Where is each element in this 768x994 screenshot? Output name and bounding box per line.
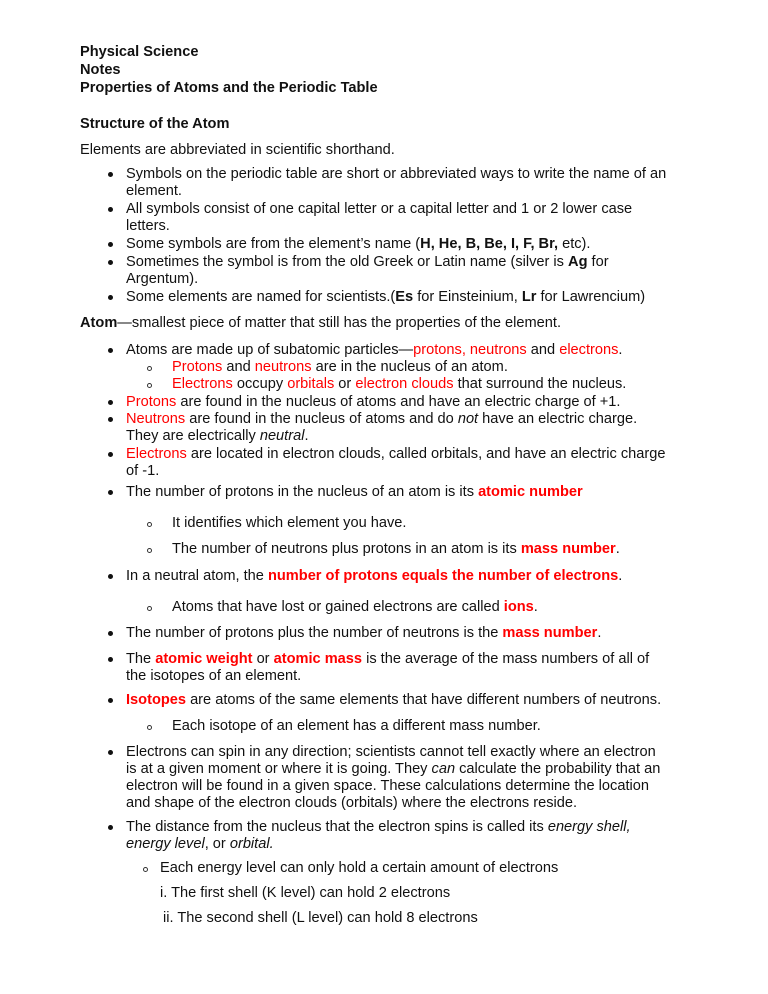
text: Sometimes the symbol is from the old Greek or Latin name (silver is (126, 254, 569, 270)
list-item (126, 411, 637, 428)
bullet-icon (108, 657, 113, 662)
sub-list-item (172, 599, 538, 616)
sub-list-item: Each energy level can only hold a certain amount of electrons (160, 860, 559, 876)
sub-bullet-icon (143, 867, 148, 872)
text: have an electric charge. (478, 411, 638, 427)
symbol-ag: Ag (568, 254, 588, 270)
sub-bullet-icon (147, 366, 152, 371)
text: or (334, 376, 356, 392)
list-item-cont: letters. (126, 218, 170, 234)
text: Some symbols are from the element’s name ( (126, 236, 421, 252)
list-item: Electrons can spin in any direction; scientists cannot tell exactly where an electron (126, 744, 656, 760)
text: occupy (232, 376, 288, 392)
symbol-examples: H, He, B, Be, I, F, Br, (420, 236, 559, 252)
text: The number of protons plus the number of neutrons is the (126, 625, 503, 641)
section-heading: Structure of the Atom (80, 116, 230, 132)
text: —smallest piece of matter that still has the properties of the element. (117, 315, 561, 331)
course-title: Physical Science (80, 44, 199, 60)
bullet-icon (108, 631, 113, 636)
sub-bullet-icon (147, 606, 152, 611)
bullet-icon (108, 260, 113, 265)
text: , or (204, 836, 230, 852)
key-term: Isotopes (126, 692, 187, 708)
sub-list-item: It identifies which element you have. (172, 515, 407, 531)
roman-list-item: ii. The second shell (L level) can hold 8 electrons (163, 910, 478, 926)
sub-bullet-icon (147, 725, 152, 730)
text: and (526, 342, 560, 358)
text: that surround the nucleus. (453, 376, 627, 392)
list-item: All symbols consist of one capital letter or a capital letter and 1 or 2 lower case (126, 201, 633, 217)
highlight: Protons (126, 394, 177, 410)
list-item: Symbols on the periodic table are short or abbreviated ways to write the name of an (126, 166, 667, 182)
highlight: Neutrons (126, 411, 186, 427)
atom-definition (80, 315, 561, 332)
key-term: ions (503, 599, 534, 615)
text: is at a given moment or where it is going. They (126, 761, 432, 777)
text: The distance from the nucleus that the electron spins is called its (126, 819, 548, 835)
sub-list-item (172, 376, 626, 393)
list-item (126, 289, 645, 306)
text: are found in the nucleus of atoms and do (185, 411, 458, 427)
highlight: neutrons (254, 359, 312, 375)
text: . (533, 599, 538, 615)
page-title: Properties of Atoms and the Periodic Table (80, 80, 378, 96)
text: The number of neutrons plus protons in an atom is its (172, 541, 521, 557)
text: . (618, 342, 623, 358)
text: . (618, 568, 623, 584)
list-item (126, 625, 601, 642)
text: are located in electron clouds, called orbitals, and have an electric charge (186, 446, 666, 462)
sub-bullet-icon (147, 383, 152, 388)
term-atom: Atom (80, 315, 118, 331)
text: calculate the probability that an (455, 761, 661, 777)
bullet-icon (108, 348, 113, 353)
emphasis: orbital. (229, 836, 274, 852)
highlight: protons, neutrons (413, 342, 527, 358)
bullet-icon (108, 417, 113, 422)
list-item-cont: of -1. (126, 463, 160, 479)
list-item-cont (126, 428, 309, 445)
list-item-cont: Argentum). (126, 271, 199, 287)
text: Atoms are made up of subatomic particles— (126, 342, 414, 358)
text: for Lawrencium) (536, 289, 646, 305)
highlight: Electrons (126, 446, 187, 462)
list-item (126, 446, 665, 463)
list-item-cont: electron will be found in a given space. These calculations determine the location (126, 778, 649, 794)
bullet-icon (108, 825, 113, 830)
emphasis: neutral (259, 428, 305, 444)
text: Some elements are named for scientists.( (126, 289, 396, 305)
list-item (126, 819, 631, 836)
bullet-icon (108, 400, 113, 405)
text: . (615, 541, 620, 557)
symbol-es: Es (395, 289, 414, 305)
text: for (587, 254, 609, 270)
highlight: orbitals (287, 376, 335, 392)
list-item (126, 568, 622, 585)
key-term: atomic mass (273, 651, 363, 667)
bullet-icon (108, 172, 113, 177)
key-term: atomic weight (155, 651, 253, 667)
text: . (597, 625, 602, 641)
list-item-cont (126, 836, 274, 853)
emphasis: not (457, 411, 479, 427)
key-term: mass number (502, 625, 598, 641)
highlight: electron clouds (355, 376, 454, 392)
sub-list-item: Each isotope of an element has a different mass number. (172, 718, 541, 734)
highlight: Electrons (172, 376, 233, 392)
text: The number of protons in the nucleus of an atom is its (126, 484, 479, 500)
bullet-icon (108, 242, 113, 247)
list-item (126, 484, 583, 501)
text: In a neutral atom, the (126, 568, 268, 584)
list-item-cont: and shape of the electron clouds (orbitals) where the electrons reside. (126, 795, 578, 811)
text: They are electrically (126, 428, 260, 444)
highlight: electrons (559, 342, 619, 358)
sub-bullet-icon (147, 548, 152, 553)
text: is the average of the mass numbers of all of (362, 651, 650, 667)
sub-list-item (172, 359, 508, 376)
text: Atoms that have lost or gained electrons are called (172, 599, 504, 615)
sub-list-item (172, 541, 620, 558)
text: and (222, 359, 255, 375)
bullet-icon (108, 490, 113, 495)
symbol-lr: Lr (521, 289, 537, 305)
list-item-cont: the isotopes of an element. (126, 668, 302, 684)
bullet-icon (108, 574, 113, 579)
doc-type: Notes (80, 62, 121, 78)
bullet-icon (108, 698, 113, 703)
highlight: Protons (172, 359, 223, 375)
bullet-icon (108, 452, 113, 457)
list-item (126, 394, 620, 411)
key-term: number of protons equals the number of electrons (267, 568, 619, 584)
emphasis: energy shell, (547, 819, 631, 835)
list-item-cont: element. (126, 183, 182, 199)
text: are atoms of the same elements that have different numbers of neutrons. (186, 692, 662, 708)
text: or (252, 651, 274, 667)
emphasis: can (431, 761, 456, 777)
bullet-icon (108, 295, 113, 300)
list-item (126, 254, 609, 271)
list-item (126, 692, 661, 709)
list-item-cont (126, 761, 660, 778)
roman-list-item: i. The first shell (K level) can hold 2 electrons (160, 885, 451, 901)
section-intro: Elements are abbreviated in scientific shorthand. (80, 142, 395, 158)
list-item (126, 236, 590, 253)
key-term: atomic number (478, 484, 583, 500)
text: are found in the nucleus of atoms and have an electric charge of +1. (176, 394, 621, 410)
list-item (126, 651, 649, 668)
bullet-icon (108, 750, 113, 755)
emphasis: energy level (126, 836, 205, 852)
key-term: mass number (520, 541, 616, 557)
text: The (126, 651, 156, 667)
text: etc). (558, 236, 591, 252)
text: for Einsteinium, (413, 289, 522, 305)
list-item (126, 342, 622, 359)
text: . (304, 428, 309, 444)
sub-bullet-icon (147, 522, 152, 527)
text: are in the nucleus of an atom. (311, 359, 508, 375)
bullet-icon (108, 207, 113, 212)
